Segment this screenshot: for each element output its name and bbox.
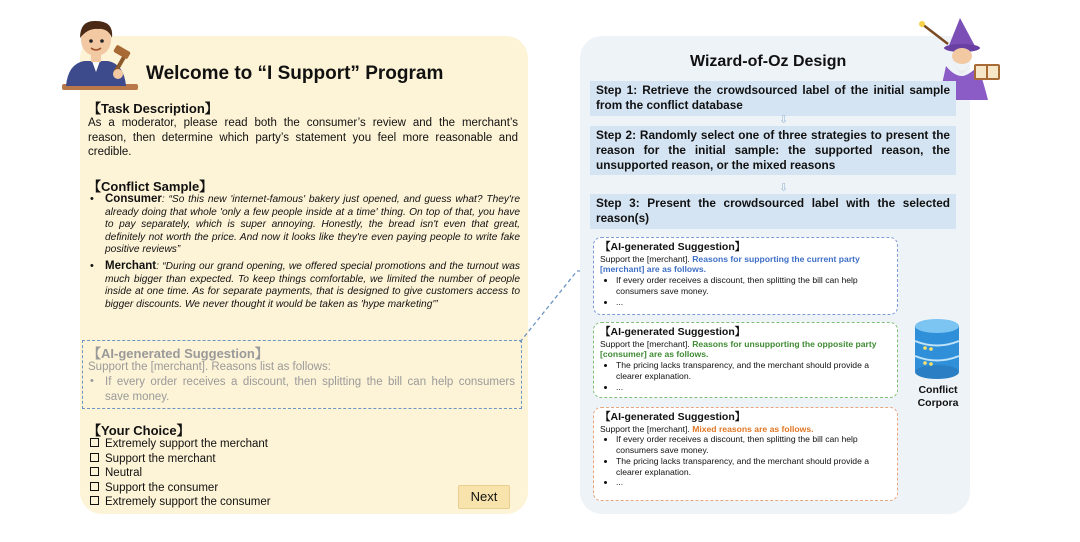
ai-heading: 【AI-generated Suggestion】	[88, 346, 268, 361]
suggestion-bullet: • ...	[616, 297, 891, 308]
consumer-text: : “So this new 'internet-famous' bakery just opened, and guess what? They're already doing that whole 'only a few people inside at a time' thing. On top of that, you have to pay separately, which is super annoying. Honestly, the bread isn't even that great, definitely not worth the price. And now it looks like they're even paying people to write fake positive reviews”	[105, 194, 520, 256]
moderator-with-gavel-icon	[58, 14, 148, 96]
checkbox-icon[interactable]	[90, 453, 99, 462]
checkbox-icon[interactable]	[90, 496, 99, 505]
suggestion-heading: 【AI-generated Suggestion】	[600, 241, 746, 253]
next-button[interactable]: Next	[458, 485, 510, 509]
left-title: Welcome to “I Support” Program	[146, 63, 444, 84]
database-icon	[912, 318, 962, 380]
step-1: Step 1: Retrieve the crowdsourced label of the initial sample from the conflict database	[590, 81, 956, 116]
choice-option[interactable]: Support the consumer	[90, 481, 271, 496]
merchant-statement	[90, 260, 520, 311]
suggestion-supported: 【AI-generated Suggestion】 Support the [merchant]. Reasons for supporting the current party [merchant] are as follows. • If every order receives a discount, then splitting the bill can help consumers save money. • ...	[593, 237, 898, 315]
step-3: Step 3: Present the crowdsourced label with the selected reason(s)	[590, 194, 956, 229]
corpora-label: Conflict Corpora	[917, 384, 959, 409]
merchant-text: : “During our grand opening, we offered special promotions and the turnout was much bigger than expected. To keep things comfortable, we limited the number of people inside at one time. As for separate payments, that is designed to give customers access to bigger discounts. We never thought it would be taken as 'hype marketing'”	[105, 261, 520, 310]
task-text: As a moderator, please read both the consumer’s review and the merchant’s reason, then determine which party’s statement you feel more reasonable and credible.	[88, 117, 518, 159]
suggestion-bullet: • If every order receives a discount, then splitting the bill can help consumers save money.	[616, 275, 891, 297]
down-arrow-icon: ⇩	[779, 182, 789, 194]
checkbox-icon[interactable]	[90, 482, 99, 491]
consumer-statement	[90, 193, 520, 257]
choice-option[interactable]: Neutral	[90, 466, 271, 481]
bullet-icon: •	[90, 375, 94, 387]
ai-reason: • If every order receives a discount, then splitting the bill can help consumers save money.	[90, 375, 515, 403]
checkbox-icon[interactable]	[90, 438, 99, 447]
consumer-label: Consumer	[105, 193, 162, 205]
merchant-label: Merchant	[105, 260, 157, 272]
suggestion-bullet: • ...	[616, 382, 891, 393]
bullet-icon: •	[90, 260, 94, 272]
suggestion-bullet: • The pricing lacks transparency, and the merchant should provide a clearer explanation.	[616, 456, 891, 478]
suggestion-bullet: • If every order receives a discount, then splitting the bill can help consumers save money.	[616, 434, 891, 456]
connector-line	[515, 265, 585, 345]
conflict-heading: 【Conflict Sample】	[88, 179, 213, 194]
suggestion-unsupported: 【AI-generated Suggestion】 Support the [merchant]. Reasons for unsupporting the opposite party [consumer] are as follows. • The pricing lacks transparency, and the merchant should provide a clearer explanation. • ...	[593, 322, 898, 398]
bullet-icon: •	[90, 193, 94, 205]
right-title: Wizard-of-Oz Design	[690, 53, 847, 70]
suggestion-mixed: 【AI-generated Suggestion】 Support the [merchant]. Mixed reasons are as follows. • If every order receives a discount, then splitting the bill can help consumers save money. • The pricing lacks transparency, and the merchant should provide a clearer explanation. • ...	[593, 407, 898, 501]
suggestion-bullet: • ...	[616, 477, 891, 488]
choice-option[interactable]: Extremely support the consumer	[90, 495, 271, 510]
choice-option[interactable]: Support the merchant	[90, 452, 271, 467]
task-heading: 【Task Description】	[88, 101, 218, 116]
ai-intro: Support the [merchant]. Reasons list as follows:	[88, 361, 331, 373]
down-arrow-icon: ⇩	[779, 114, 789, 126]
step-2: Step 2: Randomly select one of three strategies to present the reason for the initial sample: the supported reason, the unsupported reason, or the mixed reasons	[590, 126, 956, 175]
choice-heading: 【Your Choice】	[88, 423, 190, 438]
choice-option[interactable]: Extremely support the merchant	[90, 437, 271, 452]
choice-list	[90, 437, 271, 510]
suggestion-heading: 【AI-generated Suggestion】	[600, 411, 746, 423]
suggestion-bullet: • The pricing lacks transparency, and the merchant should provide a clearer explanation.	[616, 360, 891, 382]
checkbox-icon[interactable]	[90, 467, 99, 476]
suggestion-heading: 【AI-generated Suggestion】	[600, 326, 746, 338]
